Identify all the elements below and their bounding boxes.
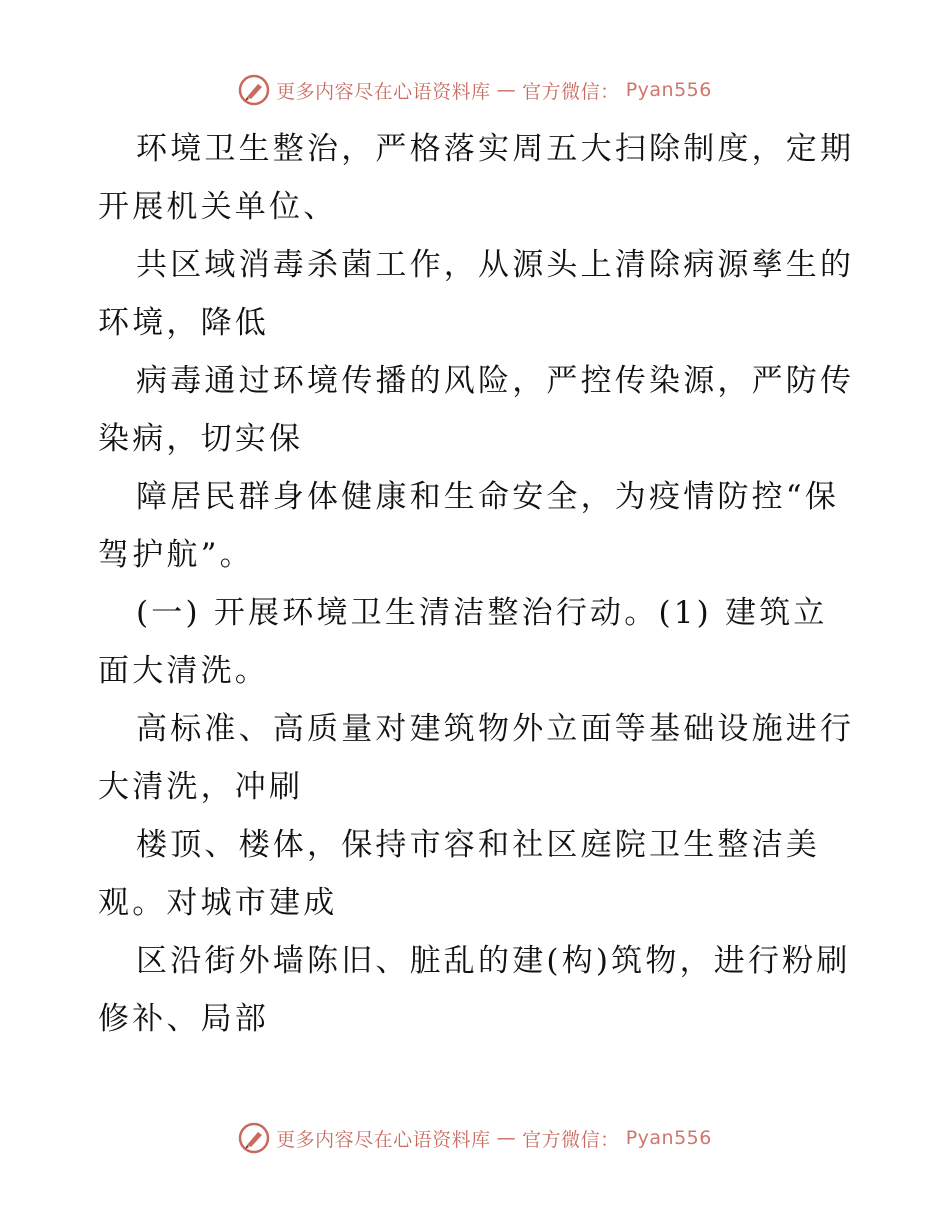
paragraph: 高标准、高质量对建筑物外立面等基础设施进行大清洗，冲刷 xyxy=(98,711,855,805)
paragraph: 病毒通过环境传播的风险，严控传染源，严防传染病，切实保 xyxy=(98,363,855,457)
paragraph: 楼顶、楼体，保持市容和社区庭院卫生整洁美观。对城市建成 xyxy=(98,827,820,921)
watermark-separator: — xyxy=(496,1127,517,1149)
watermark-main-text: 更多内容尽在心语资料库 xyxy=(276,1128,491,1151)
header-watermark xyxy=(0,70,950,110)
pen-logo-icon xyxy=(238,74,270,106)
pen-logo-icon xyxy=(238,1122,270,1154)
paragraph: 环境卫生整治，严格落实周五大扫除制度，定期开展机关单位、 xyxy=(98,131,855,225)
paragraph: (一) 开展环境卫生清洁整治行动。(1) 建筑立面大清洗。 xyxy=(98,595,828,689)
watermark-wechat-id: Pyan556 xyxy=(625,79,712,101)
footer-watermark xyxy=(0,1118,950,1158)
watermark-label: 官方微信： xyxy=(522,1128,620,1151)
paragraph: 障居民群身体健康和生命安全，为疫情防控“保驾护航”。 xyxy=(98,479,840,573)
watermark-wechat-id: Pyan556 xyxy=(625,1127,712,1149)
document-body xyxy=(98,120,858,1048)
watermark-main-text: 更多内容尽在心语资料库 xyxy=(276,80,491,103)
watermark-label: 官方微信： xyxy=(522,80,620,103)
paragraph: 区沿街外墙陈旧、脏乱的建(构)筑物，进行粉刷修补、局部 xyxy=(98,943,851,1037)
watermark-separator: — xyxy=(496,79,517,101)
paragraph: 共区域消毒杀菌工作，从源头上清除病源孳生的环境，降低 xyxy=(98,247,855,341)
